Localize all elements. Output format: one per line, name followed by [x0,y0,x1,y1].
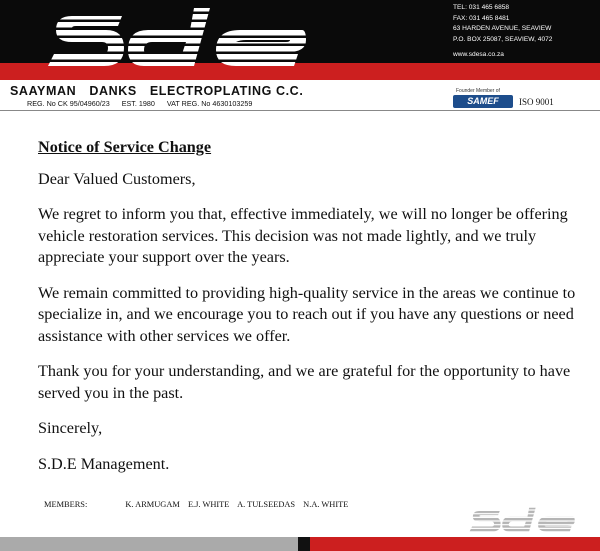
letterhead-banner [0,0,600,80]
sde-logo [44,6,314,70]
samef-logo: SAMEF [453,95,513,108]
member-name: K. ARMUGAM [125,500,180,509]
address-line-1: 63 HARDEN AVENUE, SEAVIEW [453,25,552,32]
letter-title: Notice of Service Change [38,138,212,156]
members-label: MEMBERS: [44,500,88,509]
footer-grey-bar [0,537,298,551]
iso-certification: ISO 9001 [519,97,554,107]
footer-red-bar [310,537,600,551]
contact-block [453,3,552,61]
fax: FAX: 031 465 8481 [453,14,510,22]
greeting: Dear Valued Customers, [38,169,196,188]
letter-body [38,137,578,489]
company-name-part: DANKS [89,84,137,98]
footer-black-bar [298,537,310,551]
company-name [10,84,312,98]
registration-line [27,99,262,108]
members-line [44,500,354,509]
paragraph-3: Thank you for your understanding, and we are grateful for the opportunity to have served you in the past. [38,362,571,402]
member-name: E.J. WHITE [187,500,230,509]
member-name: A. TULSEEDAS [237,500,296,509]
company-name-part: SAAYMAN [10,84,77,98]
founder-label: Founder Member of [456,88,500,94]
reg-number: REG. No CK 95/04960/23 [27,99,110,108]
telephone: TEL: 031 465 6858 [453,4,510,11]
paragraph-1: We regret to inform you that, effective immediately, we will no longer be offering vehicle restoration services. This decision was not made lightly, and we truly appreciate your support over the years. [38,205,568,266]
vat-number: VAT REG. No 4630103259 [166,99,253,108]
address-line-2: P.O. BOX 25087, SEAVIEW, 4072 [453,35,553,43]
established-year: EST. 1980 [121,99,155,108]
paragraph-2: We remain committed to providing high-quality service in the areas we continue to specialize in, and we encourage you to reach out if you have any questions or need assistance with other services we offer. [38,283,576,345]
footer-sde-logo [468,505,578,535]
header-divider [0,110,600,111]
member-name: N.A. WHITE [303,500,349,509]
company-name-part: ELECTROPLATING C.C. [149,84,304,98]
signature: S.D.E Management. [38,454,170,473]
closing: Sincerely, [38,419,103,437]
website-link[interactable]: www.sdesa.co.za [453,51,504,58]
